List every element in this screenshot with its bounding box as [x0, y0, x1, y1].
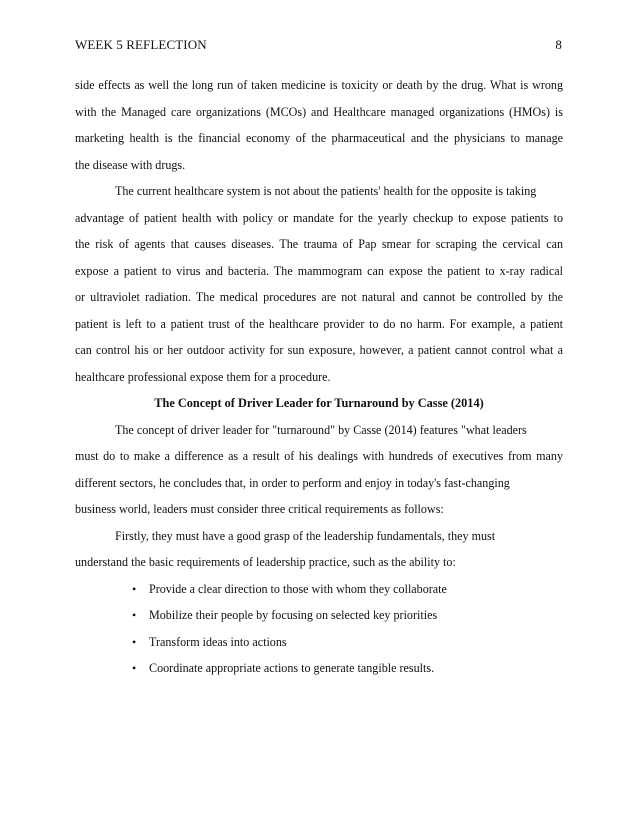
text-line: different sectors, he concludes that, in order to perform and enjoy in today's fast-changing	[75, 475, 510, 490]
list-item	[75, 655, 563, 682]
paragraph-driver-leader	[75, 417, 563, 523]
paragraph-firstly	[75, 523, 563, 576]
text-line: with the Managed care organizations (MCOs) and Healthcare managed organizations (HMOs) is	[75, 104, 563, 119]
text-line: patient is left to a patient trust of the healthcare provider to do no harm. For example, a patient	[75, 316, 563, 331]
bullet-icon: •	[132, 634, 137, 649]
text-line: or ultraviolet radiation. The medical procedures are not natural and cannot be controlled by the	[75, 290, 563, 304]
text-line: the disease with drugs.	[75, 157, 186, 172]
list-item	[75, 629, 563, 656]
text-line: marketing health is the financial economy of the pharmaceutical and the physicians to manage	[75, 131, 563, 145]
running-head: WEEK 5 REFLECTION	[75, 37, 207, 52]
list-item-text: Coordinate appropriate actions to generate tangible results.	[149, 661, 435, 675]
paragraph-continued	[75, 72, 563, 178]
document-body	[75, 72, 563, 682]
list-item-text: Provide a clear direction to those with whom they collaborate	[149, 581, 447, 596]
text-line: business world, leaders must consider three critical requirements as follows:	[75, 502, 444, 516]
text-line: can control his or her outdoor activity for sun exposure, however, a patient cannot control what a	[75, 343, 563, 357]
paragraph-healthcare-system	[75, 178, 563, 390]
section-heading: The Concept of Driver Leader for Turnaround by Casse (2014)	[154, 396, 484, 410]
page-number: 8	[555, 37, 562, 52]
list-item	[75, 602, 563, 629]
text-line: The current healthcare system is not about the patients' health for the opposite is taking	[115, 184, 537, 198]
bullet-icon: •	[132, 581, 137, 596]
list-item-text: Mobilize their people by focusing on selected key priorities	[149, 608, 438, 622]
bullet-icon: •	[132, 661, 137, 675]
list-item-text: Transform ideas into actions	[149, 634, 287, 649]
bullet-icon: •	[132, 608, 137, 622]
list-item	[75, 576, 563, 603]
text-line: side effects as well the long run of taken medicine is toxicity or death by the drug. What is wrong	[75, 78, 563, 92]
text-line: understand the basic requirements of leadership practice, such as the ability to:	[75, 555, 456, 569]
bullet-list	[75, 576, 563, 682]
text-line: Firstly, they must have a good grasp of the leadership fundamentals, they must	[115, 528, 496, 543]
text-line: advantage of patient health with policy or mandate for the yearly checkup to expose patients to	[75, 210, 563, 225]
text-line: healthcare professional expose them for a procedure.	[75, 369, 331, 384]
page-header	[75, 37, 562, 55]
text-line: the risk of agents that causes diseases. The trauma of Pap smear for scraping the cervical can	[75, 237, 563, 251]
text-line: The concept of driver leader for "turnaround" by Casse (2014) features "what leaders	[115, 422, 527, 437]
text-line: expose a patient to virus and bacteria. The mammogram can expose the patient to x-ray radical	[75, 263, 563, 278]
text-line: must do to make a difference as a result of his dealings with hundreds of executives from many	[75, 449, 563, 463]
